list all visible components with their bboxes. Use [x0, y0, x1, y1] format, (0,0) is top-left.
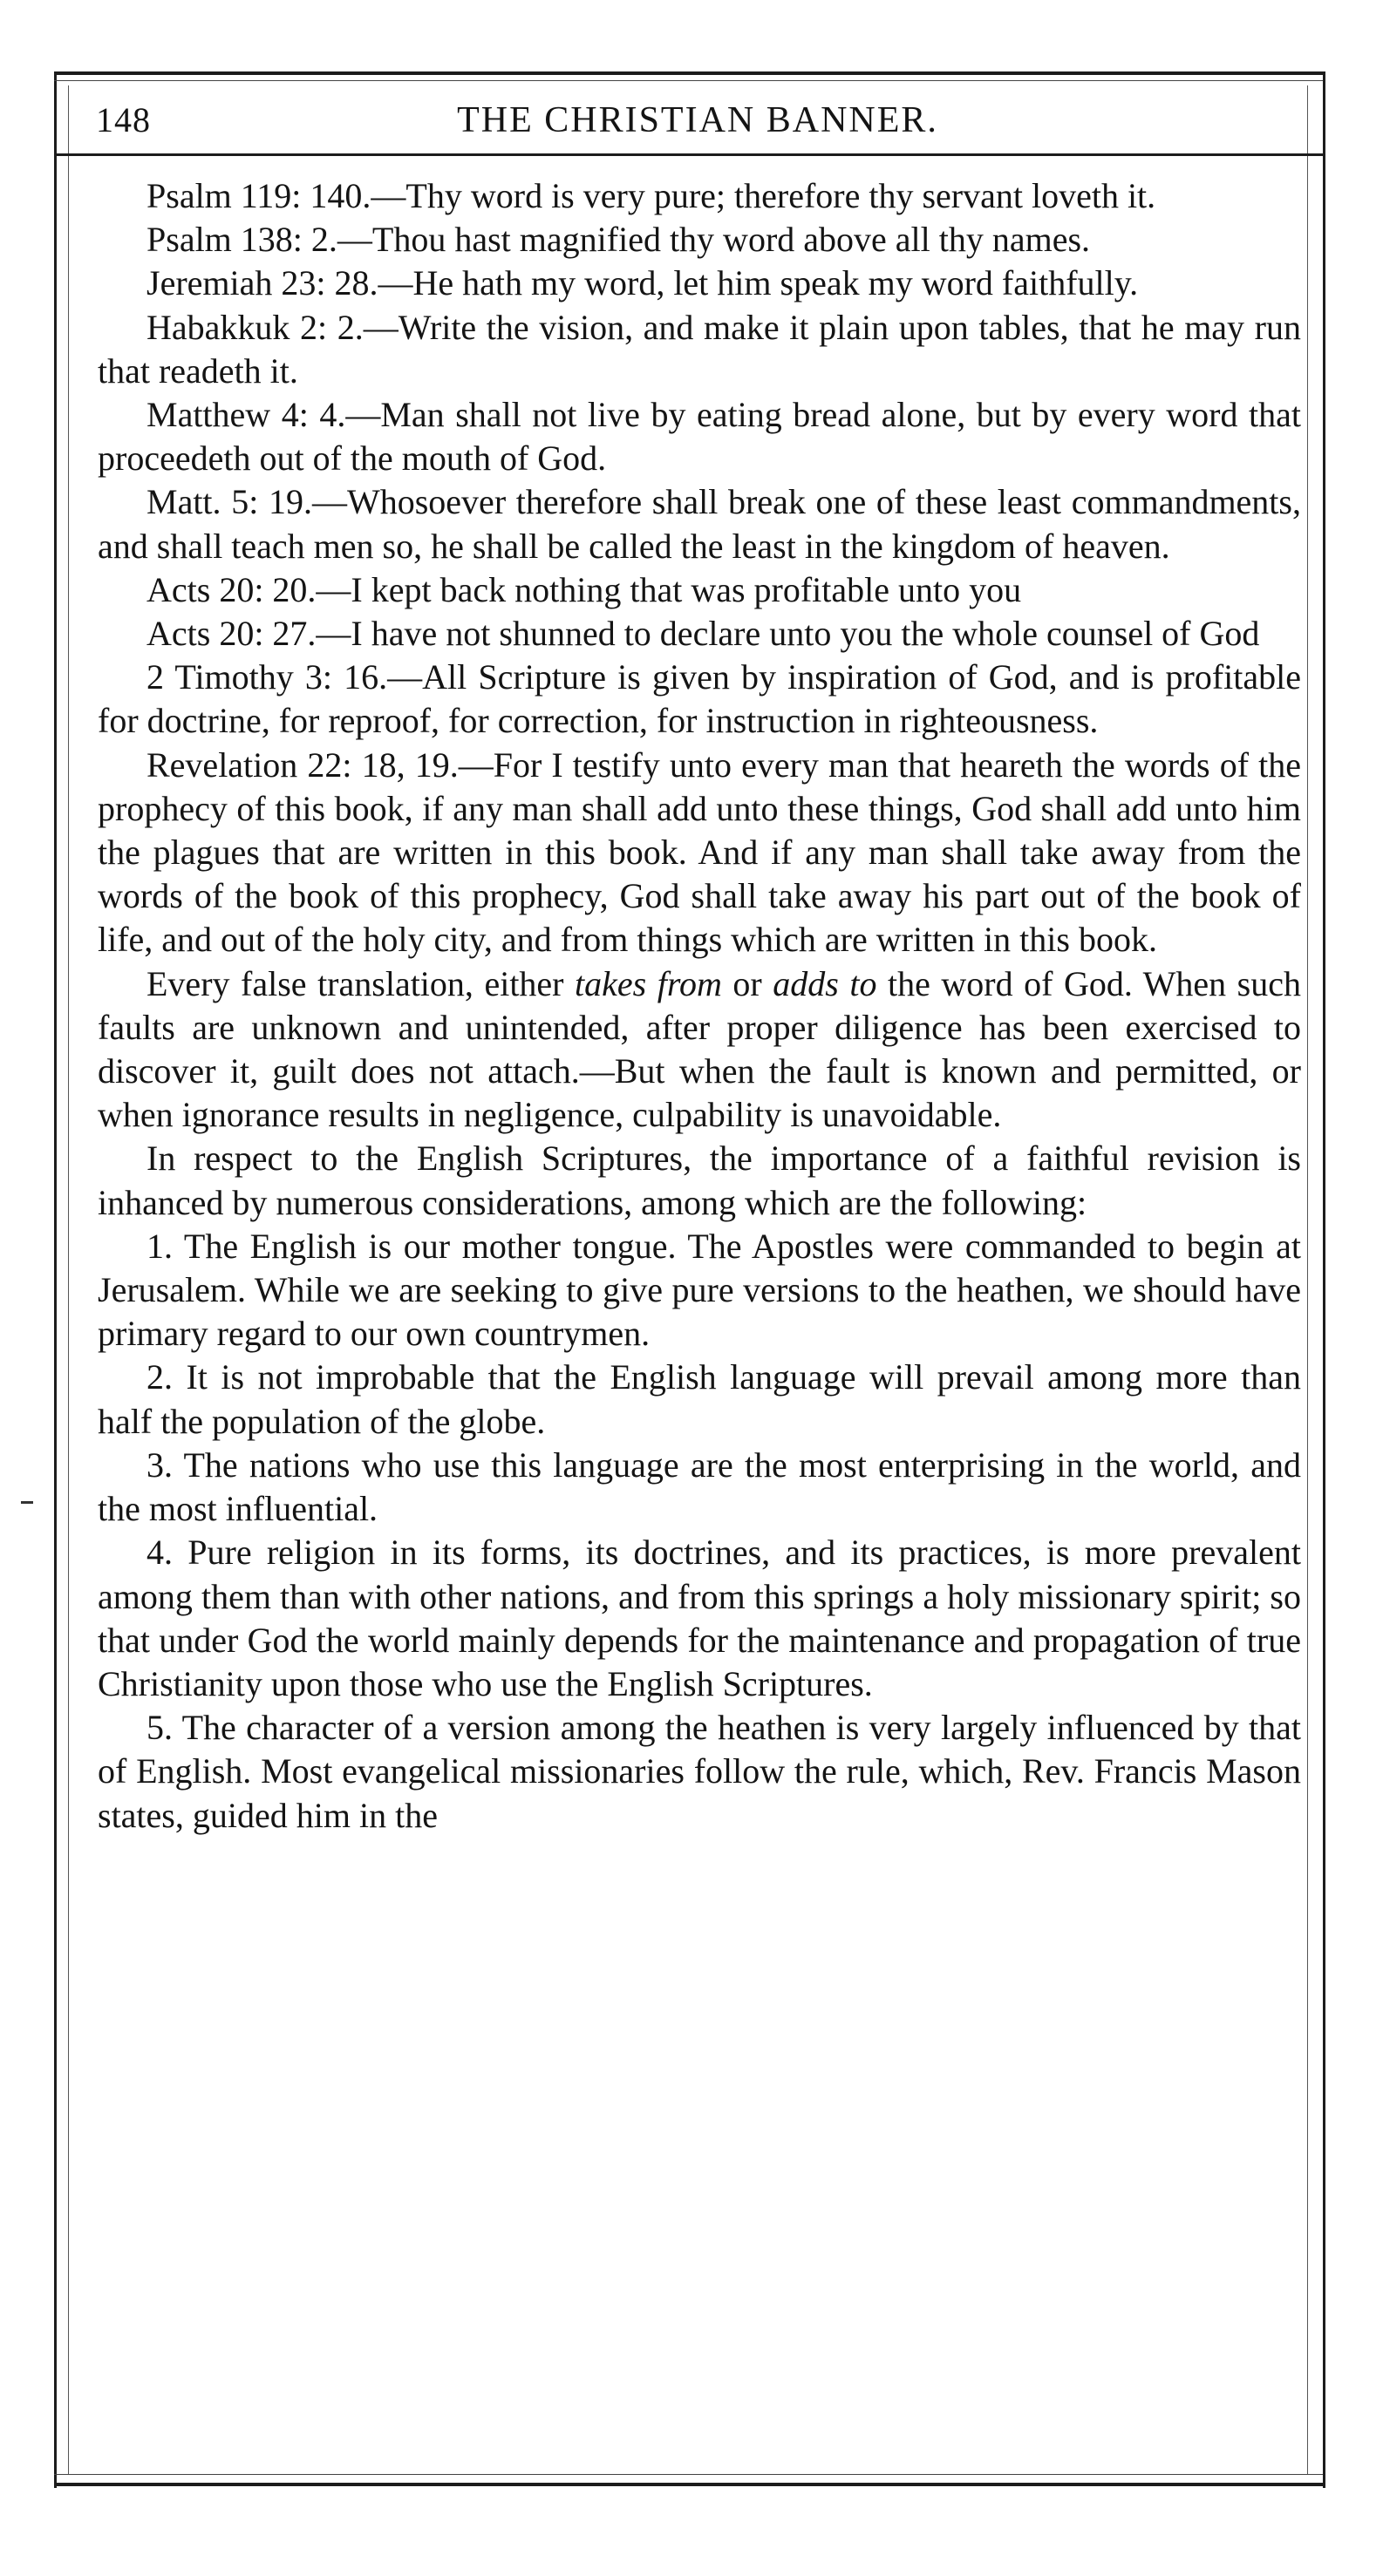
bottom-rule-thin [54, 2474, 1323, 2475]
paragraph-text: or [721, 963, 773, 1003]
paragraph-2-timothy-3: 2 Timothy 3: 16.—All Scripture is given by inspiration of God, and is profitable for doctrine, for reproof, for correction, for instruction in righteousness. [98, 657, 1301, 741]
paragraph-matthew-5: Matt. 5: 19.—Whosoever therefore shall break one of these least commandments, and shall teach men so, he shall be called the least in the kingdom of heaven. [98, 482, 1301, 566]
top-rule-thick [54, 71, 1323, 75]
margin-mark [21, 1501, 33, 1504]
bottom-rule-thick [54, 2483, 1323, 2486]
paragraph-habakkuk-2: Habakkuk 2: 2.—Write the vision, and make it plain upon tables, that he may run that readeth it. [98, 307, 1301, 391]
paragraph-point-4: 4. Pure religion in its forms, its doctrines, and its practices, is more prevalent among them than with other nations, and from this springs a holy missionary spirit; so that under God the world mainly depends for the maintenance and propagation of true Christianity upon those who use the English Scriptures. [98, 1533, 1301, 1703]
paragraph-matthew-4: Matthew 4: 4.—Man shall not live by eating bread alone, but by every word that proceedeth out of the mouth of God. [98, 395, 1301, 479]
paragraph-jeremiah-23: Jeremiah 23: 28.—He hath my word, let him speak my word faithfully. [146, 263, 1139, 303]
header-rule [54, 153, 1323, 156]
paragraph-acts-20-20: Acts 20: 20.—I kept back nothing that was profitable unto you [146, 569, 1022, 609]
page-number: 148 [96, 100, 151, 139]
paragraph-psalm-138: Psalm 138: 2.—Thou hast magnified thy word above all thy names. [146, 220, 1091, 260]
paragraph-psalm-119: Psalm 119: 140.—Thy word is very pure; therefore thy servant loveth it. [146, 176, 1156, 215]
italic-phrase: takes from [575, 963, 722, 1003]
paragraph-text: Every false translation, either [146, 963, 576, 1003]
paragraph-point-1: 1. The English is our mother tongue. The Apostles were commanded to begin at Jerusalem. While we are seeking to give pure versions to the heathen, we should have primary regard to our own countrymen. [98, 1226, 1301, 1354]
paragraph-point-5: 5. The character of a version among the heathen is very largely influenced by that of English. Most evangelical missionaries follow the rule, which, Rev. Francis Mason states, guided him in the [98, 1708, 1301, 1835]
body-text [98, 174, 1301, 1838]
running-title: THE CHRISTIAN BANNER. [457, 100, 938, 140]
paragraph-text: the word of God. When such faults are unknown and unintended, after proper diligence has been exercised to discover it, guilt does not attach.—But when the fault is known and permitted, or when ignorance results in negligence, culpability is unavoidable. [98, 963, 1302, 1135]
top-rule-thin [54, 80, 1323, 81]
paragraph-revelation-22: Revelation 22: 18, 19.—For I testify unto every man that heareth the words of the prophecy of this book, if any man shall add unto these things, God shall add unto him the plagues that are written in this book. And if any man shall take away from the words of the book of this prophecy, God shall take away his part out of the book of life, and out of the holy city, and from things which are written in this book. [98, 744, 1301, 960]
paragraph-acts-20-27: Acts 20: 27.—I have not shunned to declare unto you the whole counsel of God [146, 614, 1260, 654]
paragraph-point-3: 3. The nations who use this language are the most enterprising in the world, and the most influential. [98, 1444, 1301, 1529]
page-header [96, 94, 1299, 146]
paragraph-english-scriptures: In respect to the English Scriptures, the importance of a faithful revision is inhanced by numerous considerations, among which are the following: [98, 1138, 1301, 1222]
italic-phrase: adds to [773, 963, 877, 1003]
paragraph-false-translation [98, 962, 1301, 1138]
paragraph-point-2: 2. It is not improbable that the English language will prevail among more than half the population of the globe. [98, 1357, 1301, 1441]
